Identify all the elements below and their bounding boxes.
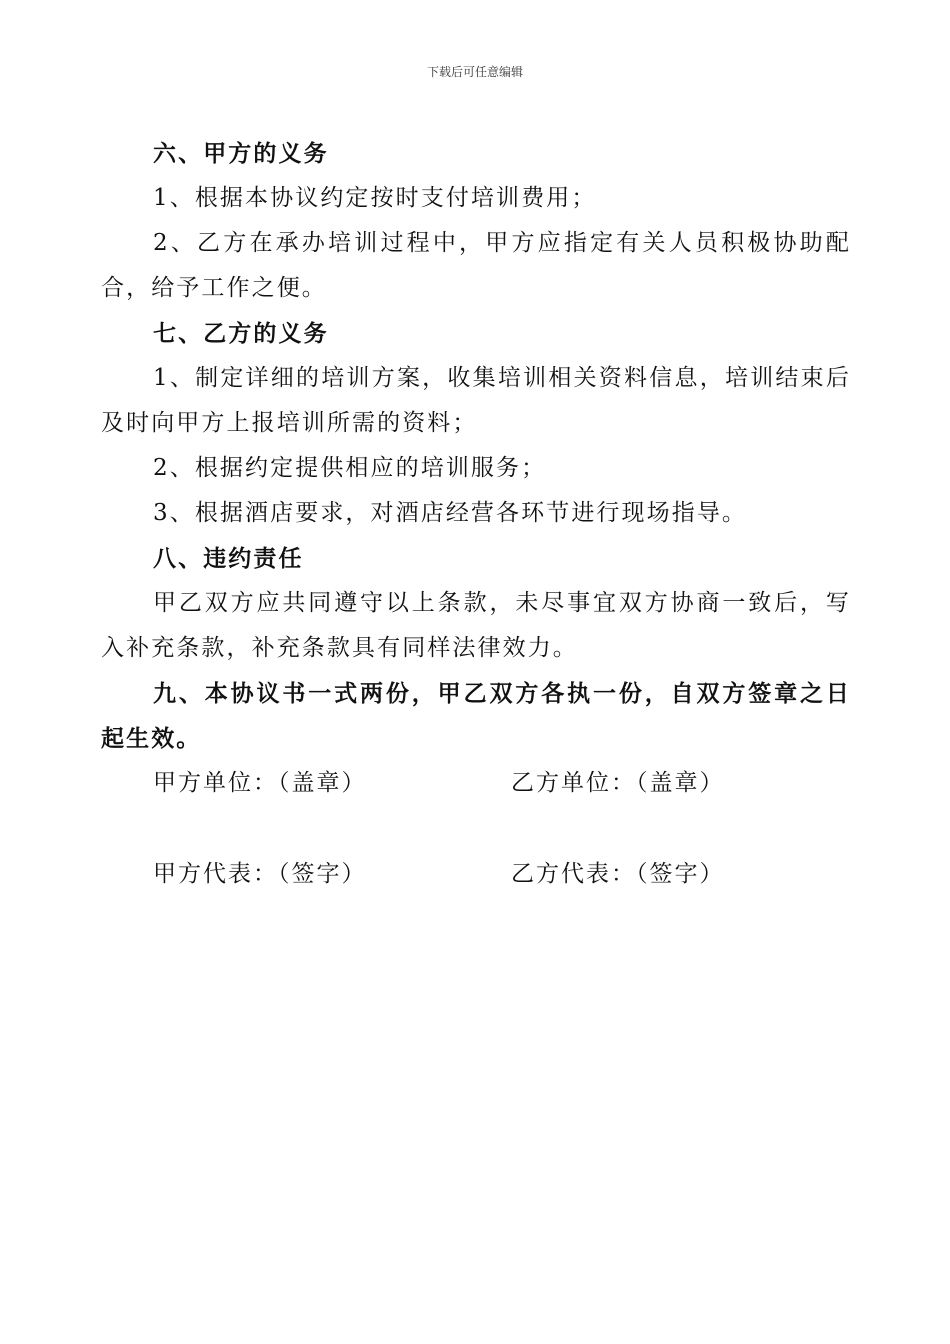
section-6-heading: 六、甲方的义务 [153, 140, 329, 167]
party-b-rep-label: 乙方代表：（签字） [511, 861, 725, 887]
party-a-rep-label: 甲方代表：（签字） [153, 861, 367, 887]
section-9-text: 九、本协议书一式两份，甲乙双方各执一份，自双方签章之日起生效。 [101, 680, 851, 752]
section-7-item-1: 1、制定详细的培训方案，收集培训相关资料信息，培训结束后及时向甲方上报培训所需的资料； [101, 365, 851, 436]
section-8-text: 甲乙双方应共同遵守以上条款，未尽事宜双方协商一致后，写入补充条款，补充条款具有同样法律效力。 [101, 590, 851, 661]
signature-row-rep [101, 852, 851, 897]
signature-row-unit [101, 761, 851, 806]
page-header-note: 下载后可任意编辑 [426, 65, 523, 79]
section-7-item-3: 3、根据酒店要求，对酒店经营各环节进行现场指导。 [153, 500, 748, 526]
section-7-item-2: 2、根据约定提供相应的培训服务； [153, 455, 547, 481]
party-b-unit-label: 乙方单位：（盖章） [511, 770, 725, 796]
section-6-item-2: 2、乙方在承办培训过程中，甲方应指定有关人员积极协助配合，给予工作之便。 [101, 230, 851, 301]
section-6-item-1: 1、根据本协议约定按时支付培训费用； [153, 185, 597, 211]
party-a-unit-label: 甲方单位：（盖章） [153, 770, 367, 796]
document-body [101, 131, 851, 897]
section-7-heading: 七、乙方的义务 [153, 320, 329, 347]
section-8-heading: 八、违约责任 [153, 545, 304, 572]
